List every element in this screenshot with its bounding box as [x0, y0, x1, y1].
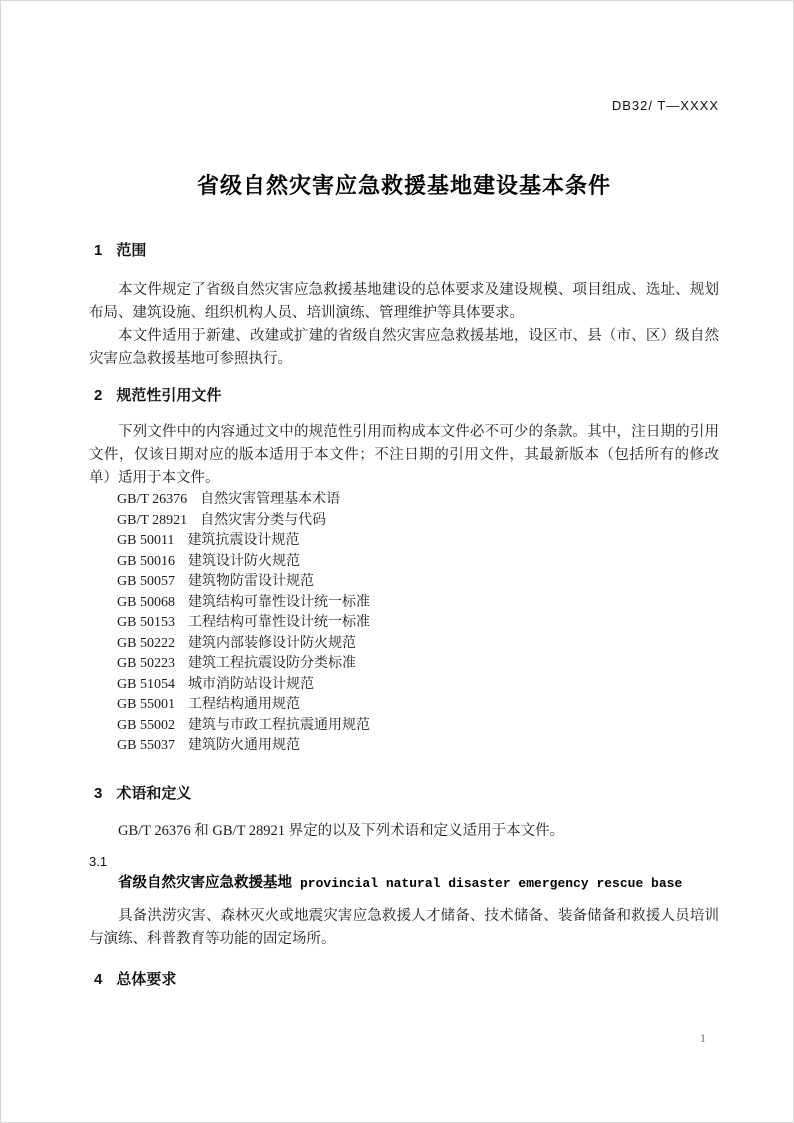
reference-item: [89, 613, 719, 634]
reference-item: [89, 572, 719, 593]
reference-code: GB 55037: [117, 738, 175, 753]
normative-references-list: [89, 490, 719, 757]
reference-item: [89, 531, 719, 552]
terms-intro-paragraph: GB/T 26376 和 GB/T 28921 界定的以及下列术语和定义适用于本文件。: [118, 822, 565, 839]
clause-label: 总体要求: [116, 970, 177, 988]
reference-item: [89, 511, 719, 532]
reference-title: 城市消防站设计规范: [187, 676, 314, 692]
clause-label: 规范性引用文件: [116, 387, 222, 404]
clause-heading-terms: [89, 784, 719, 804]
reference-item: [89, 654, 719, 675]
reference-title: 建筑内部装修设计防火规范: [187, 635, 356, 651]
clause-number: 4: [94, 970, 103, 988]
reference-code: GB 50011: [117, 533, 175, 548]
reference-title: 建筑工程抗震设防分类标准: [187, 656, 356, 671]
reference-item: [89, 490, 719, 511]
clause-heading-normative-references: [89, 386, 719, 406]
clause-number: 1: [94, 242, 103, 259]
term-entry: [89, 873, 719, 894]
clause-label: 范围: [116, 242, 147, 259]
clause-number: 3: [94, 784, 103, 802]
reference-item: [89, 716, 719, 737]
reference-code: GB 50016: [117, 553, 175, 569]
reference-code: GB 50153: [117, 615, 175, 630]
reference-item: [89, 736, 719, 757]
reference-item: [89, 695, 719, 716]
reference-title: 工程结构可靠性设计统一标准: [187, 615, 370, 630]
clause-label: 术语和定义: [116, 784, 192, 802]
reference-item: [89, 593, 719, 614]
reference-item: [89, 675, 719, 696]
reference-code: GB 55001: [117, 697, 175, 712]
reference-code: GB/T 26376: [117, 492, 188, 507]
clause-heading-scope: [89, 241, 719, 261]
term-number: 3.1: [89, 853, 108, 869]
clause-number: 2: [94, 387, 103, 404]
reference-title: 建筑抗震设计规范: [187, 533, 300, 548]
reference-title: 建筑防火通用规范: [187, 738, 300, 753]
reference-title: 自然灾害管理基本术语: [200, 492, 341, 507]
term-chinese: 省级自然灾害应急救援基地: [118, 874, 292, 891]
reference-title: 工程结构通用规范: [187, 697, 300, 712]
reference-code: GB 50223: [117, 656, 175, 671]
reference-item: [89, 634, 719, 655]
reference-code: GB 51054: [117, 676, 175, 692]
standard-code: DB32/ T—XXXX: [611, 98, 719, 113]
reference-title: 自然灾害分类与代码: [200, 512, 327, 528]
document-title: 省级自然灾害应急救援基地建设基本条件: [196, 173, 611, 198]
reference-code: GB 50222: [117, 635, 175, 651]
reference-title: 建筑物防雷设计规范: [187, 574, 314, 589]
term-definition: 具备洪涝灾害、森林灭火或地震灾害应急救援人才储备、技术储备、装备储备和救援人员培训与演练、科普教育等功能的固定场所。: [89, 907, 719, 947]
scope-paragraph-2: 本文件适用于新建、改建或扩建的省级自然灾害应急救援基地，设区市、县（市、区）级自然灾害应急救援基地可参照执行。: [89, 328, 719, 367]
reference-code: GB/T 28921: [117, 512, 188, 528]
references-intro-paragraph: 下列文件中的内容通过文中的规范性引用而构成本文件必不可少的条款。其中，注日期的引用文件，仅该日期对应的版本适用于本文件；不注日期的引用文件，其最新版本（包括所有的修改单）适用于本文件。: [89, 424, 719, 486]
reference-title: 建筑与市政工程抗震通用规范: [187, 717, 370, 733]
reference-item: [89, 552, 719, 573]
reference-code: GB 50057: [117, 574, 175, 589]
reference-title: 建筑设计防火规范: [187, 553, 300, 569]
reference-title: 建筑结构可靠性设计统一标准: [187, 594, 370, 610]
reference-code: GB 50068: [117, 594, 175, 610]
page-number: 1: [700, 1031, 706, 1045]
scope-paragraph-1: 本文件规定了省级自然灾害应急救援基地建设的总体要求及建设规模、项目组成、选址、规划布局、建筑设施、组织机构人员、培训演练、管理维护等具体要求。: [89, 282, 719, 321]
reference-code: GB 55002: [117, 717, 175, 733]
term-english: provincial natural disaster emergency rescue base: [300, 875, 683, 891]
clause-heading-general-requirements: [89, 970, 719, 990]
